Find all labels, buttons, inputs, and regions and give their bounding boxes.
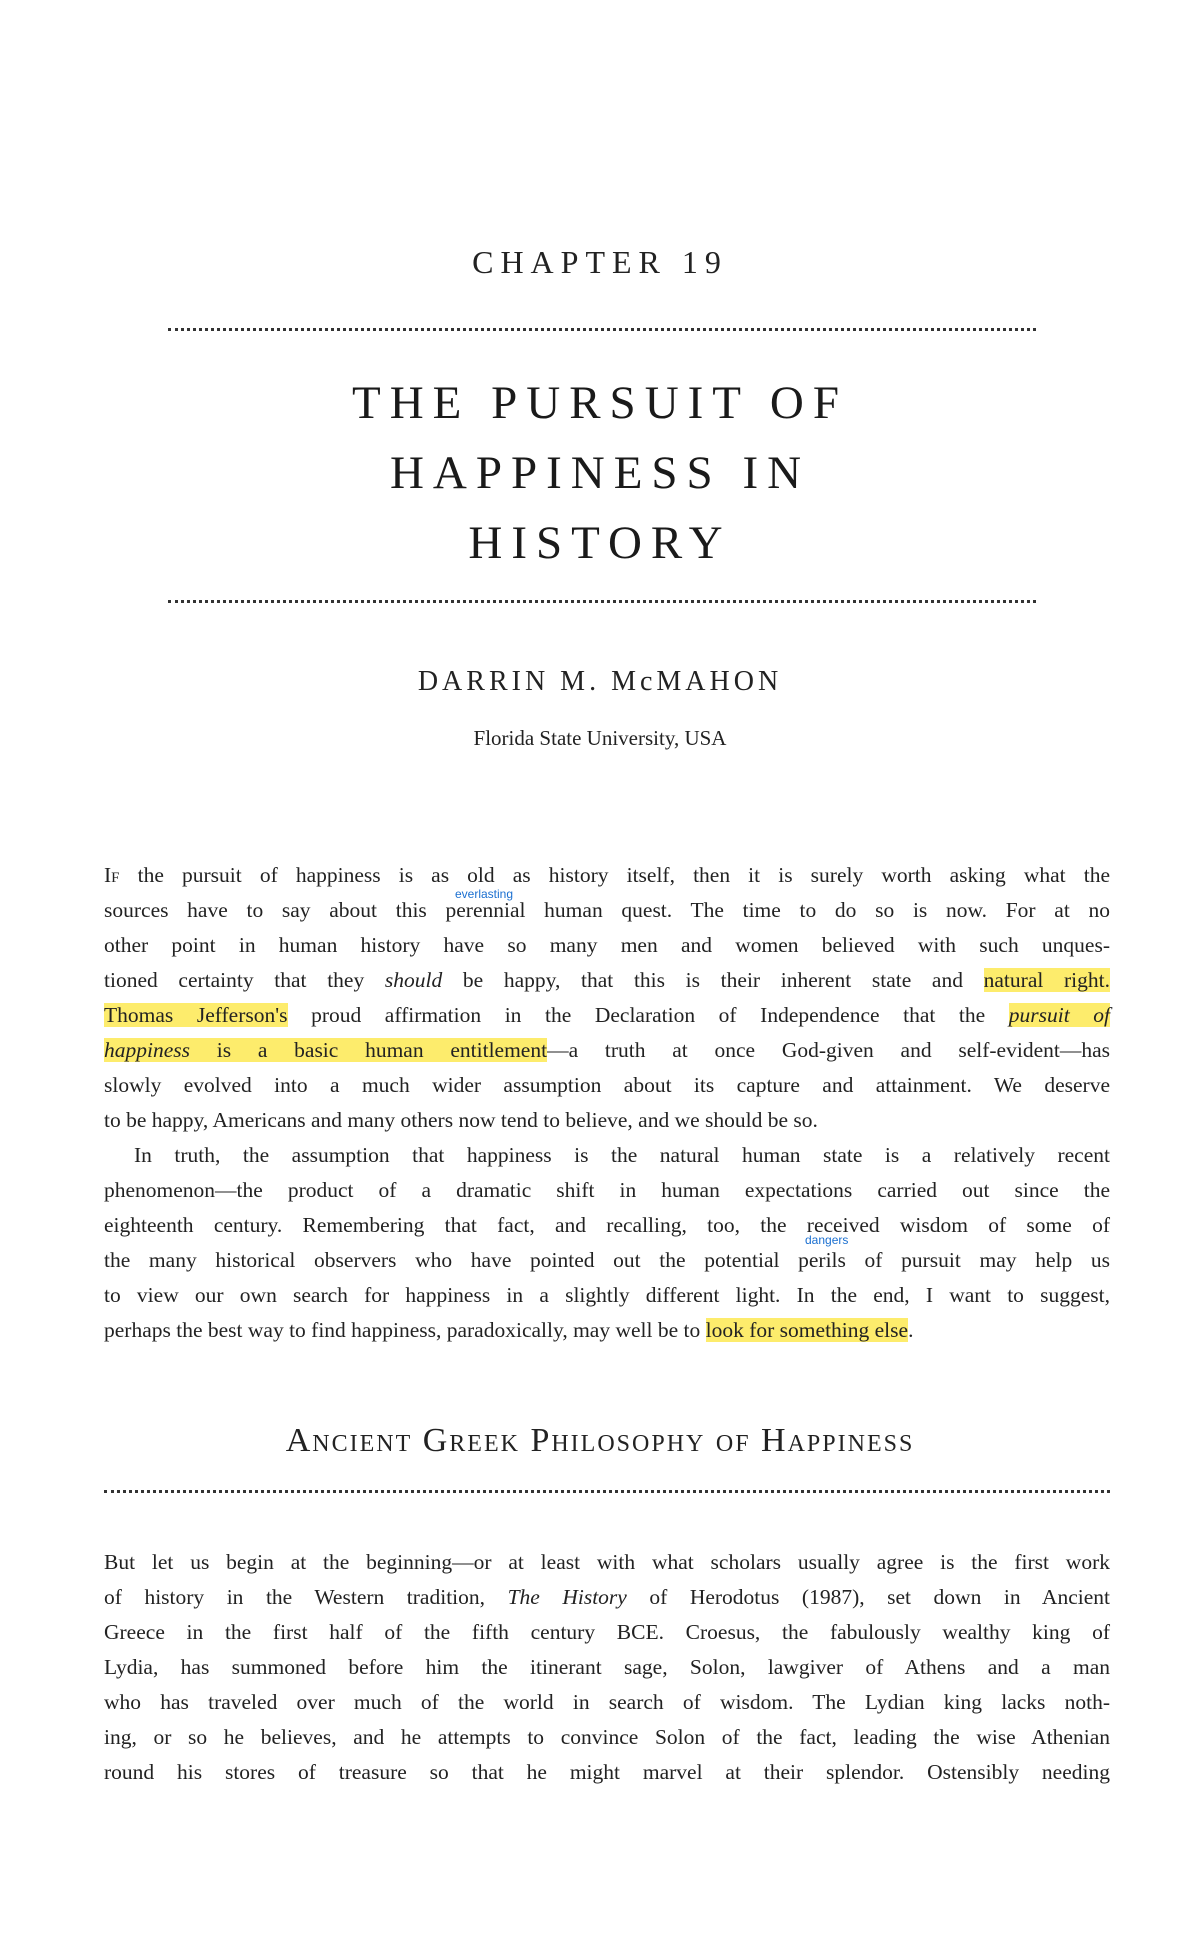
- text-line: to view our own search for happiness in a slightly different light. In the end, I want to suggest,: [104, 1283, 1110, 1307]
- text-line: But let us begin at the beginning—or at least with what scholars usually agree is the first work: [104, 1550, 1110, 1574]
- section-heading: Ancient Greek Philosophy of Happiness: [285, 1422, 915, 1459]
- text-run: of Herodotus (1987), set down in Ancient: [626, 1585, 1110, 1609]
- highlight-pursuit-of[interactable]: pursuit of: [1008, 1003, 1110, 1027]
- text-run: be happy, that this is their inherent state and: [442, 968, 984, 992]
- text-line: [104, 858, 1110, 893]
- text-line: round his stores of treasure so that he might marvel at their splendor. Ostensibly needing: [104, 1760, 1110, 1784]
- chapter-bottom-rule: [168, 600, 1036, 603]
- drop-word: If: [104, 863, 120, 887]
- text-run: —a truth at once God-given and self-evident—has: [547, 1038, 1111, 1062]
- author-name: DARRIN M. McMAHON: [417, 666, 783, 697]
- highlight-natural-right[interactable]: natural right.: [983, 968, 1110, 992]
- text-line: [104, 1033, 1110, 1068]
- text-line: In truth, the assumption that happiness is the natural human state is a relatively recent: [134, 1143, 1110, 1167]
- text-run: proud affirmation in the Declaration of Independence that the: [287, 1003, 1009, 1027]
- title-line: THE PURSUIT OF: [352, 377, 848, 429]
- text-line: slowly evolved into a much wider assumption about its capture and attainment. We deserve: [104, 1073, 1110, 1097]
- text-line: Greece in the first half of the fifth century BCE. Croesus, the fabulously wealthy king of: [104, 1620, 1110, 1644]
- text-line: ing, or so he believes, and he attempts to convince Solon of the fact, leading the wise Athenian: [104, 1725, 1110, 1749]
- intro-paragraph: [104, 858, 1110, 1138]
- text-run: of history in the Western tradition,: [104, 1585, 508, 1609]
- text-run: tioned certainty that they: [104, 968, 385, 992]
- book-title: The History: [507, 1585, 627, 1609]
- author-affiliation: Florida State University, USA: [473, 726, 727, 750]
- section-paragraph: [104, 1545, 1110, 1790]
- title-line: HAPPINESS IN: [389, 447, 811, 499]
- text-line: sources have to say about this perennial human quest. The time to do so is now. For at no: [104, 898, 1110, 922]
- text-run: the pursuit of happiness is as old as history itself, then it is surely worth asking what the: [119, 863, 1110, 887]
- text-line: who has traveled over much of the world in search of wisdom. The Lydian king lacks noth-: [104, 1690, 1110, 1714]
- text-line: Lydia, has summoned before him the itinerant sage, Solon, lawgiver of Athens and a man: [104, 1655, 1110, 1679]
- annotation-note-everlasting[interactable]: everlasting: [455, 887, 514, 901]
- section-rule: [104, 1490, 1110, 1493]
- title-line: HISTORY: [468, 517, 732, 569]
- text-run: .: [908, 1318, 914, 1342]
- text-line: [104, 1580, 1110, 1615]
- highlight-jefferson[interactable]: Thomas Jefferson's: [104, 1003, 288, 1027]
- text-line: phenomenon—the product of a dramatic shift in human expectations carried out since the: [104, 1178, 1110, 1202]
- text-line: to be happy, Americans and many others now tend to believe, and we should be so.: [104, 1108, 818, 1132]
- text-run: perhaps the best way to find happiness, paradoxically, may well be to: [104, 1318, 706, 1342]
- highlight-happiness[interactable]: happiness: [104, 1038, 190, 1062]
- chapter-label: CHAPTER 19: [472, 244, 728, 280]
- highlight-look-for-something-else[interactable]: look for something else: [705, 1318, 909, 1342]
- emphasis-text: should: [384, 968, 443, 992]
- text-line: other point in human history have so many men and women believed with such unques-: [104, 933, 1110, 957]
- highlight-entitlement[interactable]: is a basic human entitlement: [190, 1038, 548, 1062]
- text-line: eighteenth century. Remembering that fact, and recalling, too, the received wisdom of some of: [104, 1213, 1110, 1237]
- text-line: the many historical observers who have pointed out the potential perils of pursuit may help us: [104, 1248, 1110, 1272]
- text-line: [104, 963, 1110, 998]
- text-line: [104, 998, 1110, 1033]
- annotation-note-dangers[interactable]: dangers: [805, 1233, 849, 1247]
- chapter-top-rule: [168, 328, 1036, 331]
- chapter-title: [0, 368, 1200, 578]
- text-line: [104, 1313, 1110, 1348]
- second-paragraph: [104, 1138, 1110, 1348]
